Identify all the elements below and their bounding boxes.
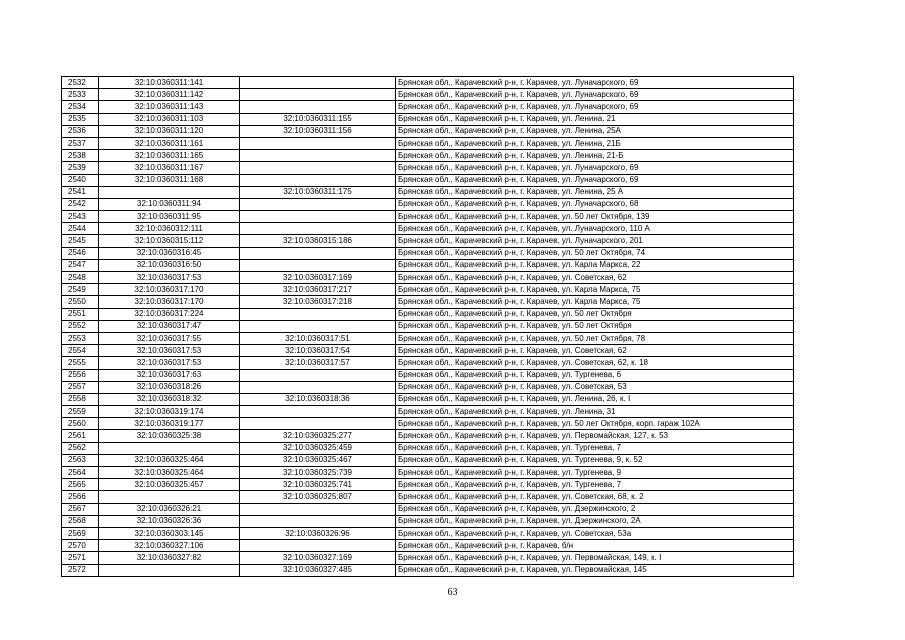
cadastral-number-cell: 32:10:0360317:53	[99, 272, 240, 284]
row-number-cell: 2559	[62, 406, 99, 418]
cadastral-number-cell: 32:10:0360311:120	[99, 125, 240, 137]
row-number-cell: 2537	[62, 137, 99, 149]
table-row	[62, 357, 794, 369]
cadastral-number-cell: 32:10:0360311:142	[99, 89, 240, 101]
row-number-cell: 2553	[62, 332, 99, 344]
address-cell: Брянская обл., Карачевский р-н, г. Карачев, ул. Луначарского, 68	[396, 198, 794, 210]
table-row	[62, 552, 794, 564]
cadastral-number-cell: 32:10:0360311:168	[99, 174, 240, 186]
linked-cadastral-number-cell: 32:10:0360327:169	[240, 552, 396, 564]
cadastral-number-cell: 32:10:0360311:165	[99, 150, 240, 162]
cadastral-number-cell: 32:10:0360325:38	[99, 430, 240, 442]
table-row	[62, 406, 794, 418]
address-cell: Брянская обл., Карачевский р-н, г. Карачев, ул. Луначарского, 69	[396, 89, 794, 101]
cadastral-number-cell: 32:10:0360317:63	[99, 369, 240, 381]
linked-cadastral-number-cell	[240, 89, 396, 101]
linked-cadastral-number-cell	[240, 198, 396, 210]
cadastral-number-cell: 32:10:0360311:143	[99, 101, 240, 113]
cadastral-number-cell: 32:10:0360312:111	[99, 223, 240, 235]
row-number-cell: 2544	[62, 223, 99, 235]
linked-cadastral-number-cell: 32:10:0360325:739	[240, 467, 396, 479]
cadastral-number-cell: 32:10:0360317:170	[99, 296, 240, 308]
property-table-body	[62, 77, 794, 577]
address-cell: Брянская обл., Карачевский р-н, г. Карачев, ул. Карла Маркса, 75	[396, 284, 794, 296]
address-cell: Брянская обл., Карачевский р-н, г. Карачев, ул. Ленина, 21-Б	[396, 150, 794, 162]
table-row	[62, 564, 794, 576]
linked-cadastral-number-cell: 32:10:0360325:277	[240, 430, 396, 442]
address-cell: Брянская обл., Карачевский р-н, г. Карачев, ул. Ленина, 25А	[396, 125, 794, 137]
table-row	[62, 503, 794, 515]
table-row	[62, 150, 794, 162]
row-number-cell: 2549	[62, 284, 99, 296]
row-number-cell: 2560	[62, 418, 99, 430]
cadastral-number-cell: 32:10:0360311:103	[99, 113, 240, 125]
table-row	[62, 211, 794, 223]
linked-cadastral-number-cell	[240, 515, 396, 527]
table-row	[62, 418, 794, 430]
table-row	[62, 125, 794, 137]
cadastral-number-cell: 32:10:0360311:141	[99, 77, 240, 89]
table-row	[62, 515, 794, 527]
cadastral-number-cell: 32:10:0360325:464	[99, 467, 240, 479]
row-number-cell: 2532	[62, 77, 99, 89]
linked-cadastral-number-cell	[240, 259, 396, 271]
row-number-cell: 2551	[62, 308, 99, 320]
row-number-cell: 2561	[62, 430, 99, 442]
linked-cadastral-number-cell: 32:10:0360317:57	[240, 357, 396, 369]
cadastral-number-cell: 32:10:0360327:82	[99, 552, 240, 564]
cadastral-number-cell: 32:10:0360317:47	[99, 320, 240, 332]
address-cell: Брянская обл., Карачевский р-н, г. Карачев, ул. Первомайская, 145	[396, 564, 794, 576]
linked-cadastral-number-cell	[240, 223, 396, 235]
row-number-cell: 2570	[62, 540, 99, 552]
table-row	[62, 491, 794, 503]
address-cell: Брянская обл., Карачевский р-н, г. Карачев, ул. Советская, 68, к. 2	[396, 491, 794, 503]
address-cell: Брянская обл., Карачевский р-н, г. Карачев, ул. Ленина, 21Б	[396, 137, 794, 149]
cadastral-number-cell: 32:10:0360319:174	[99, 406, 240, 418]
row-number-cell: 2567	[62, 503, 99, 515]
linked-cadastral-number-cell: 32:10:0360327:485	[240, 564, 396, 576]
address-cell: Брянская обл., Карачевский р-н, г. Карачев, ул. Советская, 53	[396, 381, 794, 393]
table-row	[62, 479, 794, 491]
table-row	[62, 345, 794, 357]
linked-cadastral-number-cell	[240, 211, 396, 223]
table-row	[62, 113, 794, 125]
address-cell: Брянская обл., Карачевский р-н, г. Карачев, ул. Дзержинского, 2А	[396, 515, 794, 527]
table-row	[62, 162, 794, 174]
cadastral-number-cell: 32:10:0360318:26	[99, 381, 240, 393]
table-row	[62, 369, 794, 381]
address-cell: Брянская обл., Карачевский р-н, г. Карачев, ул. Советская, 62	[396, 345, 794, 357]
row-number-cell: 2548	[62, 272, 99, 284]
address-cell: Брянская обл., Карачевский р-н, г. Карачев, ул. Тургенева, 9	[396, 467, 794, 479]
table-row	[62, 296, 794, 308]
row-number-cell: 2572	[62, 564, 99, 576]
linked-cadastral-number-cell	[240, 320, 396, 332]
cadastral-number-cell: 32:10:0360326:36	[99, 515, 240, 527]
address-cell: Брянская обл., Карачевский р-н, г. Карачев, ул. Тургенева, 7	[396, 442, 794, 454]
table-row	[62, 332, 794, 344]
linked-cadastral-number-cell: 32:10:0360325:459	[240, 442, 396, 454]
linked-cadastral-number-cell: 32:10:0360311:175	[240, 186, 396, 198]
address-cell: Брянская обл., Карачевский р-н, г. Карачев, ул. Тургенева, 7	[396, 479, 794, 491]
address-cell: Брянская обл., Карачевский р-н, г. Карачев, ул. Луначарского, 69	[396, 162, 794, 174]
cadastral-number-cell: 32:10:0360326:21	[99, 503, 240, 515]
address-cell: Брянская обл., Карачевский р-н, г. Карачев, ул. Луначарского, 69	[396, 101, 794, 113]
row-number-cell: 2546	[62, 247, 99, 259]
cadastral-number-cell	[99, 564, 240, 576]
row-number-cell: 2534	[62, 101, 99, 113]
address-cell: Брянская обл., Карачевский р-н, г. Карачев, ул. Ленина, 26, к. I	[396, 393, 794, 405]
row-number-cell: 2571	[62, 552, 99, 564]
table-row	[62, 540, 794, 552]
row-number-cell: 2566	[62, 491, 99, 503]
table-row	[62, 77, 794, 89]
table-row	[62, 198, 794, 210]
row-number-cell: 2555	[62, 357, 99, 369]
linked-cadastral-number-cell	[240, 540, 396, 552]
row-number-cell: 2564	[62, 467, 99, 479]
linked-cadastral-number-cell: 32:10:0360325:467	[240, 454, 396, 466]
cadastral-number-cell: 32:10:0360311:94	[99, 198, 240, 210]
row-number-cell: 2547	[62, 259, 99, 271]
linked-cadastral-number-cell	[240, 247, 396, 259]
cadastral-number-cell: 32:10:0360303:145	[99, 527, 240, 539]
linked-cadastral-number-cell: 32:10:0360317:217	[240, 284, 396, 296]
linked-cadastral-number-cell: 32:10:0360315:186	[240, 235, 396, 247]
cadastral-number-cell: 32:10:0360318:32	[99, 393, 240, 405]
row-number-cell: 2558	[62, 393, 99, 405]
linked-cadastral-number-cell: 32:10:0360317:51	[240, 332, 396, 344]
table-row	[62, 174, 794, 186]
table-row	[62, 393, 794, 405]
linked-cadastral-number-cell	[240, 406, 396, 418]
address-cell: Брянская обл., Карачевский р-н, г. Карачев, ул. Советская, 53а	[396, 527, 794, 539]
address-cell: Брянская обл., Карачевский р-н, г. Карачев, ул. Ленина, 21	[396, 113, 794, 125]
address-cell: Брянская обл., Карачевский р-н, г. Карачев, ул. Тургенева, 6	[396, 369, 794, 381]
row-number-cell: 2554	[62, 345, 99, 357]
row-number-cell: 2557	[62, 381, 99, 393]
table-row	[62, 247, 794, 259]
linked-cadastral-number-cell: 32:10:0360325:741	[240, 479, 396, 491]
cadastral-number-cell: 32:10:0360311:167	[99, 162, 240, 174]
address-cell: Брянская обл., Карачевский р-н, г. Карачев, ул. 50 лет Октября, 74	[396, 247, 794, 259]
table-row	[62, 186, 794, 198]
linked-cadastral-number-cell: 32:10:0360311:156	[240, 125, 396, 137]
row-number-cell: 2542	[62, 198, 99, 210]
page-number: 63	[447, 587, 458, 598]
table-row	[62, 235, 794, 247]
cadastral-number-cell: 32:10:0360316:50	[99, 259, 240, 271]
cadastral-number-cell: 32:10:0360311:95	[99, 211, 240, 223]
table-row	[62, 223, 794, 235]
row-number-cell: 2543	[62, 211, 99, 223]
address-cell: Брянская обл., Карачевский р-н, г. Карачев, ул. Дзержинского, 2	[396, 503, 794, 515]
address-cell: Брянская обл., Карачевский р-н, г. Карачев, б/н	[396, 540, 794, 552]
row-number-cell: 2535	[62, 113, 99, 125]
row-number-cell: 2569	[62, 527, 99, 539]
row-number-cell: 2550	[62, 296, 99, 308]
row-number-cell: 2565	[62, 479, 99, 491]
property-table	[61, 76, 794, 577]
address-cell: Брянская обл., Карачевский р-н, г. Карачев, ул. 50 лет Октября, 78	[396, 332, 794, 344]
linked-cadastral-number-cell	[240, 77, 396, 89]
linked-cadastral-number-cell	[240, 381, 396, 393]
linked-cadastral-number-cell: 32:10:0360318:36	[240, 393, 396, 405]
row-number-cell: 2536	[62, 125, 99, 137]
table-row	[62, 284, 794, 296]
row-number-cell: 2562	[62, 442, 99, 454]
table-row	[62, 89, 794, 101]
linked-cadastral-number-cell: 32:10:0360325:807	[240, 491, 396, 503]
cadastral-number-cell: 32:10:0360317:224	[99, 308, 240, 320]
linked-cadastral-number-cell: 32:10:0360311:155	[240, 113, 396, 125]
cadastral-number-cell: 32:10:0360317:170	[99, 284, 240, 296]
linked-cadastral-number-cell: 32:10:0360317:169	[240, 272, 396, 284]
cadastral-number-cell: 32:10:0360317:53	[99, 357, 240, 369]
row-number-cell: 2540	[62, 174, 99, 186]
table-row	[62, 467, 794, 479]
address-cell: Брянская обл., Карачевский р-н, г. Карачев, ул. Луначарского, 110 А	[396, 223, 794, 235]
table-row	[62, 308, 794, 320]
linked-cadastral-number-cell	[240, 369, 396, 381]
cadastral-number-cell: 32:10:0360327:106	[99, 540, 240, 552]
cadastral-number-cell: 32:10:0360317:53	[99, 345, 240, 357]
address-cell: Брянская обл., Карачевский р-н, г. Карачев, ул. 50 лет Октября, 139	[396, 211, 794, 223]
linked-cadastral-number-cell	[240, 308, 396, 320]
linked-cadastral-number-cell: 32:10:0360326:96	[240, 527, 396, 539]
cadastral-number-cell: 32:10:0360325:464	[99, 454, 240, 466]
linked-cadastral-number-cell	[240, 418, 396, 430]
table-row	[62, 101, 794, 113]
linked-cadastral-number-cell	[240, 101, 396, 113]
row-number-cell: 2545	[62, 235, 99, 247]
address-cell: Брянская обл., Карачевский р-н, г. Карачев, ул. 50 лет Октября, корп. гараж 102А	[396, 418, 794, 430]
row-number-cell: 2541	[62, 186, 99, 198]
linked-cadastral-number-cell	[240, 137, 396, 149]
row-number-cell: 2568	[62, 515, 99, 527]
cadastral-number-cell	[99, 442, 240, 454]
address-cell: Брянская обл., Карачевский р-н, г. Карачев, ул. Луначарского, 69	[396, 174, 794, 186]
cadastral-number-cell: 32:10:0360311:161	[99, 137, 240, 149]
address-cell: Брянская обл., Карачевский р-н, г. Карачев, ул. Карла Маркса, 22	[396, 259, 794, 271]
cadastral-number-cell: 32:10:0360317:55	[99, 332, 240, 344]
linked-cadastral-number-cell: 32:10:0360317:218	[240, 296, 396, 308]
row-number-cell: 2533	[62, 89, 99, 101]
table-row	[62, 259, 794, 271]
address-cell: Брянская обл., Карачевский р-н, г. Карачев, ул. Советская, 62, к. 18	[396, 357, 794, 369]
cadastral-number-cell	[99, 186, 240, 198]
address-cell: Брянская обл., Карачевский р-н, г. Карачев, ул. Карла Маркса, 75	[396, 296, 794, 308]
address-cell: Брянская обл., Карачевский р-н, г. Карачев, ул. 50 лет Октября	[396, 320, 794, 332]
table-row	[62, 527, 794, 539]
table-row	[62, 442, 794, 454]
row-number-cell: 2539	[62, 162, 99, 174]
address-cell: Брянская обл., Карачевский р-н, г. Карачев, ул. Ленина, 31	[396, 406, 794, 418]
address-cell: Брянская обл., Карачевский р-н, г. Карачев, ул. Первомайская, 149, к. I	[396, 552, 794, 564]
cadastral-number-cell: 32:10:0360325:457	[99, 479, 240, 491]
address-cell: Брянская обл., Карачевский р-н, г. Карачев, ул. Луначарского, 69	[396, 77, 794, 89]
cadastral-number-cell: 32:10:0360315:112	[99, 235, 240, 247]
address-cell: Брянская обл., Карачевский р-н, г. Карачев, ул. Ленина, 25 А	[396, 186, 794, 198]
table-row	[62, 454, 794, 466]
row-number-cell: 2556	[62, 369, 99, 381]
table-row	[62, 430, 794, 442]
cadastral-number-cell	[99, 491, 240, 503]
table-row	[62, 320, 794, 332]
cadastral-number-cell: 32:10:0360319:177	[99, 418, 240, 430]
address-cell: Брянская обл., Карачевский р-н, г. Карачев, ул. Луначарского, 201	[396, 235, 794, 247]
address-cell: Брянская обл., Карачевский р-н, г. Карачев, ул. 50 лет Октября	[396, 308, 794, 320]
row-number-cell: 2538	[62, 150, 99, 162]
row-number-cell: 2552	[62, 320, 99, 332]
row-number-cell: 2563	[62, 454, 99, 466]
address-cell: Брянская обл., Карачевский р-н, г. Карачев, ул. Тургенева, 9, к. 52	[396, 454, 794, 466]
linked-cadastral-number-cell	[240, 150, 396, 162]
table-row	[62, 137, 794, 149]
linked-cadastral-number-cell	[240, 162, 396, 174]
table-row	[62, 272, 794, 284]
address-cell: Брянская обл., Карачевский р-н, г. Карачев, ул. Советская, 62	[396, 272, 794, 284]
table-row	[62, 381, 794, 393]
linked-cadastral-number-cell	[240, 503, 396, 515]
linked-cadastral-number-cell	[240, 174, 396, 186]
linked-cadastral-number-cell: 32:10:0360317:54	[240, 345, 396, 357]
cadastral-number-cell: 32:10:0360316:45	[99, 247, 240, 259]
address-cell: Брянская обл., Карачевский р-н, г. Карачев, ул. Первомайская, 127, к. 53	[396, 430, 794, 442]
